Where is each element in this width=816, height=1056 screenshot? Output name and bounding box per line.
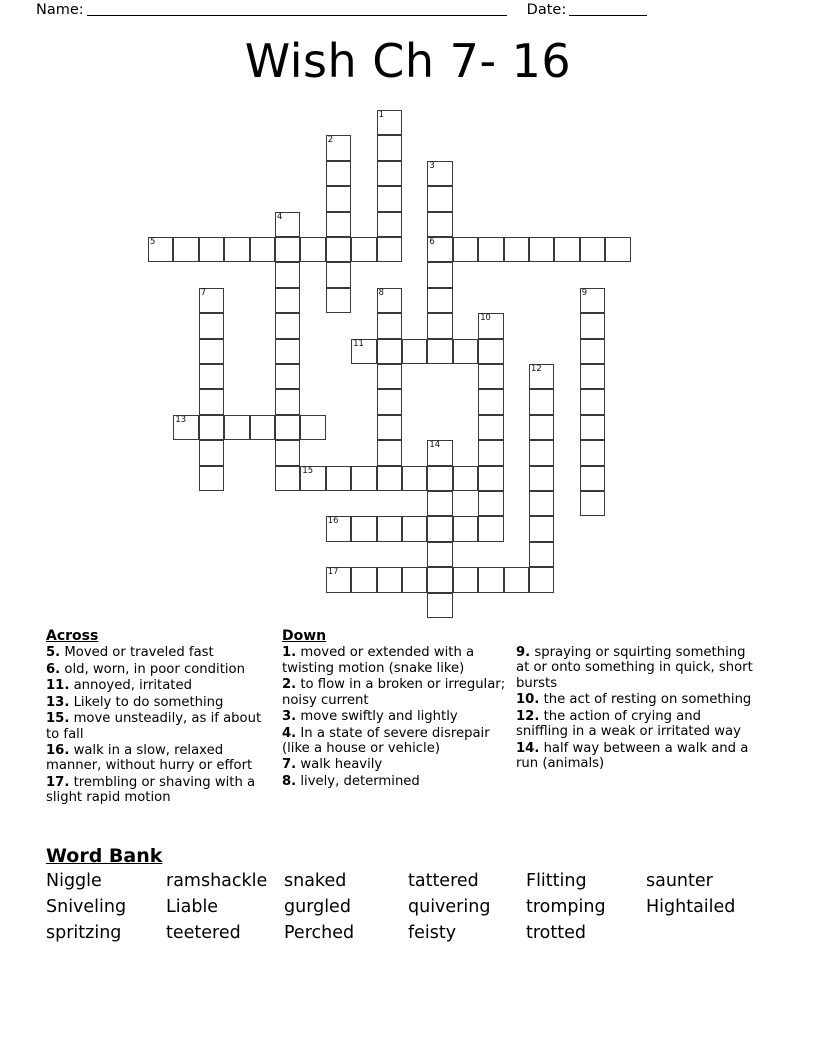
crossword-cell[interactable]: [453, 339, 478, 364]
across-clue-text: move unsteadily, as if about to fall: [46, 711, 262, 742]
down-clue-number: 14.: [516, 740, 540, 756]
crossword-cell[interactable]: [529, 237, 554, 262]
word-bank-word[interactable]: teetered: [166, 923, 241, 943]
word-bank-word[interactable]: tromping: [526, 897, 606, 917]
word-bank-word[interactable]: Niggle: [46, 871, 102, 891]
across-clue-list: [46, 645, 272, 805]
down-clue-text: In a state of severe disrepair (like a house or vehicle): [282, 725, 490, 756]
crossword-cell[interactable]: [580, 288, 605, 313]
across-clue-number: 6.: [46, 661, 61, 677]
across-clue: [46, 645, 272, 660]
crossword-cell[interactable]: [580, 440, 605, 465]
word-bank-word[interactable]: Flitting: [526, 871, 587, 891]
crossword-cell[interactable]: [504, 237, 529, 262]
down-clue: [516, 709, 756, 740]
crossword-cell[interactable]: [275, 288, 300, 313]
crossword-cell[interactable]: [326, 567, 351, 592]
crossword-cell[interactable]: [554, 237, 579, 262]
down-clue: [516, 692, 756, 707]
down-clue-text: spraying or squirting something at or onto something in quick, short bursts: [516, 645, 753, 691]
crossword-cell[interactable]: [453, 567, 478, 592]
crossword-cell-number: 2: [327, 134, 334, 145]
crossword-cell[interactable]: [377, 339, 402, 364]
crossword-cell[interactable]: [427, 161, 452, 186]
crossword-cell[interactable]: [427, 313, 452, 338]
crossword-cell[interactable]: [427, 542, 452, 567]
down-clue-text: to flow in a broken or irregular; noisy current: [282, 677, 506, 708]
word-bank-title: Word Bank: [46, 845, 163, 867]
down-clue-number: 4.: [282, 725, 297, 741]
down-clue-list: [282, 645, 506, 789]
crossword-cell[interactable]: [377, 110, 402, 135]
word-bank-section: [46, 845, 786, 943]
across-clue: [46, 662, 272, 677]
crossword-cell[interactable]: [605, 237, 630, 262]
across-clue-number: 13.: [46, 694, 70, 710]
down-clue: [282, 774, 506, 789]
crossword-cell[interactable]: [580, 389, 605, 414]
crossword-cell[interactable]: [453, 466, 478, 491]
crossword-cell[interactable]: [199, 288, 224, 313]
down-clue-number: 3.: [282, 709, 297, 725]
crossword-cell[interactable]: [275, 364, 300, 389]
down-heading: Down: [282, 628, 327, 644]
crossword-cell[interactable]: [275, 237, 300, 262]
crossword-cell[interactable]: [478, 313, 503, 338]
page-title: Wish Ch 7- 16: [244, 34, 572, 88]
crossword-cell[interactable]: [427, 567, 452, 592]
crossword-cell[interactable]: [580, 415, 605, 440]
across-clue: [46, 711, 272, 742]
down-clue-text: the act of resting on something: [539, 692, 752, 708]
crossword-cell[interactable]: [377, 364, 402, 389]
crossword-cell[interactable]: [529, 567, 554, 592]
crossword-cell-number: 7: [200, 286, 207, 297]
crossword-cell[interactable]: [326, 161, 351, 186]
crossword-cell[interactable]: [427, 593, 452, 618]
across-clue: [46, 678, 272, 693]
crossword-cell-number: 12: [531, 363, 542, 373]
down-clue-text: half way between a walk and a run (animals): [516, 740, 749, 772]
crossword-cell[interactable]: [478, 364, 503, 389]
crossword-cell[interactable]: [478, 466, 503, 491]
clues-column-across: [46, 628, 282, 807]
crossword-cell[interactable]: [402, 339, 427, 364]
crossword-cell[interactable]: [326, 516, 351, 541]
crossword-cell[interactable]: [427, 491, 452, 516]
crossword-cell[interactable]: [250, 415, 275, 440]
crossword-cell[interactable]: [275, 212, 300, 237]
crossword-cell[interactable]: [377, 186, 402, 211]
crossword-cell[interactable]: [275, 389, 300, 414]
crossword-cell[interactable]: [199, 364, 224, 389]
down-clue: [282, 709, 506, 724]
crossword-cell[interactable]: [224, 237, 249, 262]
crossword-cell[interactable]: [326, 186, 351, 211]
crossword-cell[interactable]: [199, 466, 224, 491]
crossword-cell[interactable]: [478, 415, 503, 440]
down-clue: [516, 645, 756, 691]
word-bank-word[interactable]: ramshackle: [166, 871, 268, 891]
crossword-cell-number: 10: [480, 312, 491, 323]
crossword-cell[interactable]: [300, 466, 325, 491]
crossword-cell[interactable]: [351, 466, 376, 491]
crossword-cell[interactable]: [402, 466, 427, 491]
crossword-cell[interactable]: [377, 567, 402, 592]
across-clue-text: walk in a slow, relaxed manner, without hurry or effort: [46, 743, 253, 774]
crossword-cell-number: 4: [277, 210, 283, 221]
word-bank-word[interactable]: saunter: [646, 871, 713, 891]
crossword-cell[interactable]: [580, 313, 605, 338]
clues-column-spacer: [516, 628, 756, 645]
word-bank-word[interactable]: spritzing: [46, 923, 122, 943]
date-label: Date:: [526, 2, 567, 18]
crossword-cell-number: 1: [378, 109, 384, 119]
crossword-cell[interactable]: [199, 440, 224, 465]
crossword-cell[interactable]: [580, 237, 605, 262]
crossword-cell[interactable]: [427, 516, 452, 541]
word-bank-list: [46, 871, 786, 943]
down-clue-text: move swiftly and lightly: [296, 709, 458, 725]
down-clue: [282, 757, 506, 772]
crossword-cell-number: 3: [429, 159, 435, 170]
crossword-cell[interactable]: [427, 212, 452, 237]
crossword-cell[interactable]: [351, 567, 376, 592]
crossword-cell[interactable]: [351, 339, 376, 364]
down-clue-text: the action of crying and sniffling in a weak or irritated way: [516, 708, 741, 740]
crossword-cell[interactable]: [377, 135, 402, 160]
crossword-cell[interactable]: [427, 288, 452, 313]
crossword-cell[interactable]: [326, 237, 351, 262]
crossword-cell-number: 14: [429, 439, 441, 450]
crossword-cell[interactable]: [529, 440, 554, 465]
down-clue-number: 9.: [516, 645, 531, 660]
across-clue: [46, 743, 272, 774]
across-clue-number: 15.: [46, 711, 70, 727]
down-clue-number: 10.: [516, 692, 540, 708]
crossword-cell-number: 16: [327, 515, 339, 526]
crossword-cell[interactable]: [402, 516, 427, 541]
across-clue-number: 17.: [46, 774, 70, 790]
crossword-cell[interactable]: [478, 567, 503, 592]
crossword-cell[interactable]: [199, 237, 224, 262]
crossword-cell[interactable]: [427, 186, 452, 211]
crossword-cell[interactable]: [377, 313, 402, 338]
across-clue-text: Moved or traveled fast: [60, 645, 214, 661]
clues-section: [46, 628, 776, 807]
crossword-cell[interactable]: [351, 237, 376, 262]
across-clue: [46, 775, 272, 806]
crossword-cell[interactable]: [402, 567, 427, 592]
down-clue: [282, 726, 506, 757]
down-clue-text: moved or extended with a twisting motion (snake like): [282, 645, 475, 676]
crossword-cell[interactable]: [148, 237, 173, 262]
crossword-cell[interactable]: [478, 440, 503, 465]
crossword-cell[interactable]: [173, 415, 198, 440]
crossword-cell[interactable]: [275, 262, 300, 287]
crossword-cell[interactable]: [377, 212, 402, 237]
crossword-cell[interactable]: [199, 339, 224, 364]
word-bank-word[interactable]: snaked: [284, 871, 347, 891]
word-bank-word[interactable]: quivering: [408, 897, 491, 917]
across-clue-text: trembling or shaving with a slight rapid motion: [46, 774, 256, 806]
down-clue: [282, 677, 506, 708]
crossword-cell[interactable]: [326, 288, 351, 313]
crossword-cell[interactable]: [377, 516, 402, 541]
crossword-cell-number: 11: [353, 337, 364, 348]
across-clue-text: annoyed, irritated: [69, 678, 192, 694]
down-clue-number: 1.: [282, 645, 297, 661]
crossword-cell[interactable]: [427, 339, 452, 364]
crossword-cell-number: 17: [327, 566, 339, 577]
crossword-cell[interactable]: [300, 237, 325, 262]
across-clue-text: old, worn, in poor condition: [60, 661, 245, 677]
crossword-cell[interactable]: [529, 466, 554, 491]
clues-column-down: [282, 628, 516, 790]
crossword-cell-number: 8: [378, 286, 384, 297]
down-clue-number: 12.: [516, 708, 540, 724]
crossword-cell[interactable]: [224, 415, 249, 440]
crossword-cell-number: 9: [581, 286, 588, 297]
across-clue-number: 5.: [46, 645, 61, 661]
crossword-cell[interactable]: [199, 313, 224, 338]
down-clue-text: walk heavily: [296, 757, 383, 773]
crossword-cell[interactable]: [377, 415, 402, 440]
down-clue: [282, 645, 506, 676]
crossword-cell[interactable]: [504, 567, 529, 592]
crossword-cell[interactable]: [427, 237, 452, 262]
crossword-cell[interactable]: [529, 516, 554, 541]
crossword-cell[interactable]: [529, 389, 554, 414]
crossword-cell[interactable]: [529, 415, 554, 440]
crossword-cell[interactable]: [377, 389, 402, 414]
crossword-cell[interactable]: [326, 135, 351, 160]
crossword-cell[interactable]: [377, 237, 402, 262]
down-clue-number: 8.: [282, 773, 297, 789]
crossword-cell[interactable]: [427, 440, 452, 465]
crossword-cell[interactable]: [529, 364, 554, 389]
word-bank-word[interactable]: tattered: [408, 871, 479, 891]
crossword-cell[interactable]: [275, 339, 300, 364]
crossword-cell-number: 15: [302, 464, 314, 475]
down-clue: [516, 741, 756, 772]
word-bank-word[interactable]: Perched: [284, 923, 355, 943]
word-bank-word[interactable]: Sniveling: [46, 897, 127, 917]
crossword-cell[interactable]: [275, 466, 300, 491]
crossword-cell[interactable]: [453, 516, 478, 541]
crossword-cell[interactable]: [275, 440, 300, 465]
word-bank-word[interactable]: feisty: [408, 923, 457, 943]
down-clue-number: 7.: [282, 757, 297, 773]
across-clue-text: Likely to do something: [69, 694, 224, 710]
crossword-cell[interactable]: [351, 516, 376, 541]
crossword-cell[interactable]: [377, 440, 402, 465]
crossword-cell[interactable]: [199, 415, 224, 440]
crossword-cell[interactable]: [580, 339, 605, 364]
crossword-cell[interactable]: [300, 415, 325, 440]
crossword-cell-number: 13: [175, 413, 187, 424]
crossword-cell[interactable]: [453, 237, 478, 262]
crossword-cell[interactable]: [377, 288, 402, 313]
crossword-cell[interactable]: [529, 542, 554, 567]
down-continued-clue-list: [516, 645, 756, 772]
crossword-cell-number: 5: [150, 236, 156, 246]
crossword-cell[interactable]: [377, 161, 402, 186]
word-bank-word[interactable]: gurgled: [284, 897, 351, 917]
across-heading: Across: [46, 628, 99, 644]
across-clue: [46, 695, 272, 710]
crossword-cell[interactable]: [427, 262, 452, 287]
word-bank-word[interactable]: Hightailed: [646, 897, 736, 917]
crossword-cell[interactable]: [427, 466, 452, 491]
down-clue-text: lively, determined: [296, 773, 420, 789]
crossword-cell[interactable]: [478, 237, 503, 262]
across-clue-number: 11.: [46, 678, 70, 694]
crossword-cell[interactable]: [478, 491, 503, 516]
crossword-cell[interactable]: [478, 516, 503, 541]
crossword-cell[interactable]: [580, 466, 605, 491]
crossword-cell[interactable]: [478, 389, 503, 414]
across-clue-number: 16.: [46, 743, 70, 758]
name-label: Name:: [36, 2, 84, 18]
crossword-cell[interactable]: [199, 389, 224, 414]
down-clue-number: 2.: [282, 677, 297, 693]
word-bank-word[interactable]: trotted: [526, 923, 586, 943]
word-bank-word[interactable]: Liable: [166, 897, 219, 917]
crossword-cell[interactable]: [173, 237, 198, 262]
crossword-cell[interactable]: [478, 339, 503, 364]
clues-column-down-continued: [516, 628, 766, 773]
crossword-cell[interactable]: [275, 415, 300, 440]
crossword-cell[interactable]: [377, 466, 402, 491]
crossword-cell-number: 6: [429, 236, 435, 246]
crossword-cell[interactable]: [326, 212, 351, 237]
crossword-cell[interactable]: [580, 364, 605, 389]
crossword-cell[interactable]: [580, 491, 605, 516]
crossword-cell[interactable]: [326, 262, 351, 287]
crossword-cell[interactable]: [250, 237, 275, 262]
crossword-cell[interactable]: [529, 491, 554, 516]
crossword-cell[interactable]: [326, 466, 351, 491]
crossword-cell[interactable]: [275, 313, 300, 338]
